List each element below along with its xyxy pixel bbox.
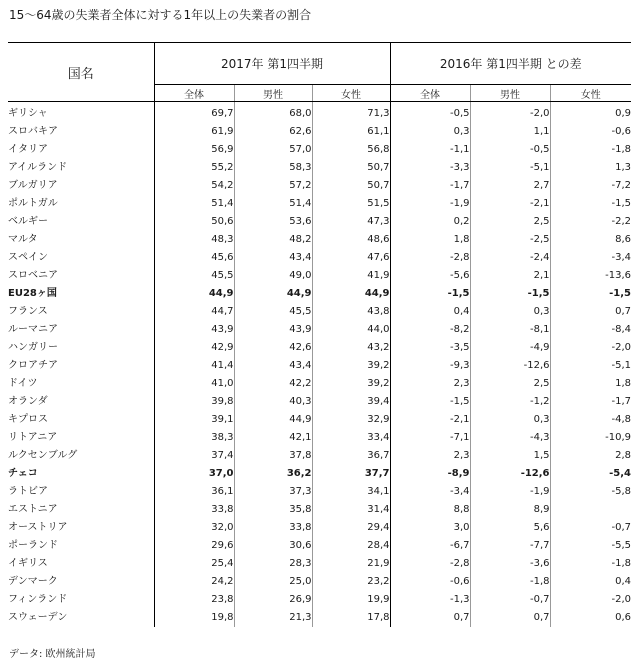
cell-female-2017: 56,8 (312, 141, 390, 159)
cell-total-2017: 29,6 (154, 537, 234, 555)
table-row (8, 573, 631, 591)
cell-total-2017: 32,0 (154, 519, 234, 537)
country-name: フランス (8, 306, 48, 317)
cell-total-2017: 61,9 (154, 123, 234, 141)
header-country: 国名 (8, 43, 154, 102)
cell-male-diff: -1,2 (470, 393, 550, 411)
cell-total-diff: -9,3 (390, 357, 470, 375)
cell-total-2017: 39,8 (154, 393, 234, 411)
cell-male-diff: 2,5 (470, 213, 550, 231)
country-name: EU28ヶ国 (8, 288, 57, 299)
cell-total-2017: 23,8 (154, 591, 234, 609)
cell-total-diff: 0,2 (390, 213, 470, 231)
header-total-2017: 全体 (154, 85, 234, 102)
cell-male-2017: 43,4 (234, 249, 312, 267)
cell-male-2017: 42,6 (234, 339, 312, 357)
source-note: データ: 欧州統計局 (9, 649, 96, 660)
country-name: スペイン (8, 252, 48, 263)
cell-total-diff: -3,4 (390, 483, 470, 501)
cell-female-2017: 21,9 (312, 555, 390, 573)
country-name: スロバキア (8, 126, 58, 137)
table-row (8, 123, 631, 141)
cell-female-diff: 8,6 (550, 231, 631, 249)
cell-male-diff: 1,5 (470, 447, 550, 465)
cell-male-2017: 49,0 (234, 267, 312, 285)
cell-male-diff: -1,8 (470, 573, 550, 591)
cell-total-2017: 45,6 (154, 249, 234, 267)
cell-male-diff: 2,1 (470, 267, 550, 285)
table-row (8, 465, 631, 483)
country-name: ポルトガル (8, 198, 58, 209)
cell-female-diff: -0,6 (550, 123, 631, 141)
table-row (8, 393, 631, 411)
cell-total-diff: 2,3 (390, 375, 470, 393)
page-title: 15～64歳の失業者全体に対する1年以上の失業者の割合 (9, 8, 312, 22)
cell-male-diff: -2,5 (470, 231, 550, 249)
cell-male-2017: 35,8 (234, 501, 312, 519)
cell-male-2017: 45,5 (234, 303, 312, 321)
cell-male-2017: 62,6 (234, 123, 312, 141)
cell-male-diff: -0,5 (470, 141, 550, 159)
cell-total-diff: 0,3 (390, 123, 470, 141)
cell-male-2017: 30,6 (234, 537, 312, 555)
table-row (8, 249, 631, 267)
cell-female-2017: 28,4 (312, 537, 390, 555)
country-name: フィンランド (8, 594, 68, 605)
cell-female-2017: 71,3 (312, 102, 390, 124)
cell-female-diff: -1,8 (550, 141, 631, 159)
cell-male-2017: 37,3 (234, 483, 312, 501)
cell-total-2017: 55,2 (154, 159, 234, 177)
cell-male-2017: 37,8 (234, 447, 312, 465)
cell-female-2017: 33,4 (312, 429, 390, 447)
cell-female-2017: 44,0 (312, 321, 390, 339)
cell-total-2017: 24,2 (154, 573, 234, 591)
country-name: ドイツ (8, 378, 38, 389)
header-male-2017: 男性 (234, 85, 312, 102)
cell-female-diff (550, 501, 631, 519)
cell-male-2017: 25,0 (234, 573, 312, 591)
table-row (8, 609, 631, 627)
cell-female-2017: 43,2 (312, 339, 390, 357)
cell-male-2017: 57,0 (234, 141, 312, 159)
header-female-diff: 女性 (550, 85, 631, 102)
cell-female-2017: 50,7 (312, 177, 390, 195)
country-name: ルクセンブルグ (8, 450, 78, 461)
table-row (8, 411, 631, 429)
cell-total-2017: 69,7 (154, 102, 234, 124)
cell-female-2017: 41,9 (312, 267, 390, 285)
cell-male-2017: 53,6 (234, 213, 312, 231)
cell-female-2017: 61,1 (312, 123, 390, 141)
country-name: ハンガリー (8, 342, 58, 353)
cell-female-diff: 0,7 (550, 303, 631, 321)
cell-total-diff: -0,5 (390, 102, 470, 124)
cell-total-2017: 56,9 (154, 141, 234, 159)
cell-total-2017: 41,0 (154, 375, 234, 393)
table-row (8, 321, 631, 339)
cell-total-diff: 1,8 (390, 231, 470, 249)
table-body (8, 102, 631, 628)
cell-total-2017: 44,7 (154, 303, 234, 321)
cell-female-diff: -1,5 (550, 285, 631, 303)
country-name: ルーマニア (8, 324, 58, 335)
country-name: デンマーク (8, 576, 58, 587)
cell-male-diff: -2,1 (470, 195, 550, 213)
cell-total-diff: -8,2 (390, 321, 470, 339)
cell-female-diff: 2,8 (550, 447, 631, 465)
cell-total-2017: 45,5 (154, 267, 234, 285)
cell-female-diff: -1,7 (550, 393, 631, 411)
cell-total-diff: 3,0 (390, 519, 470, 537)
cell-female-diff: 1,8 (550, 375, 631, 393)
cell-male-diff: -1,5 (470, 285, 550, 303)
cell-total-diff: -7,1 (390, 429, 470, 447)
cell-male-2017: 36,2 (234, 465, 312, 483)
cell-male-diff: 1,1 (470, 123, 550, 141)
cell-female-diff: 0,6 (550, 609, 631, 627)
cell-female-diff: -2,0 (550, 591, 631, 609)
country-name: ギリシャ (8, 108, 48, 119)
cell-female-diff: -5,1 (550, 357, 631, 375)
country-name: スロベニア (8, 270, 58, 281)
cell-female-diff: -0,7 (550, 519, 631, 537)
table-row (8, 357, 631, 375)
cell-total-2017: 33,8 (154, 501, 234, 519)
cell-male-2017: 51,4 (234, 195, 312, 213)
cell-male-diff: 8,9 (470, 501, 550, 519)
cell-total-2017: 43,9 (154, 321, 234, 339)
cell-male-2017: 68,0 (234, 102, 312, 124)
table-row (8, 339, 631, 357)
cell-female-diff: -1,8 (550, 555, 631, 573)
cell-male-2017: 26,9 (234, 591, 312, 609)
cell-female-2017: 48,6 (312, 231, 390, 249)
country-name: スウェーデン (8, 612, 68, 623)
table-row (8, 537, 631, 555)
cell-total-2017: 42,9 (154, 339, 234, 357)
cell-male-2017: 42,2 (234, 375, 312, 393)
cell-total-2017: 39,1 (154, 411, 234, 429)
cell-male-2017: 44,9 (234, 411, 312, 429)
cell-total-2017: 25,4 (154, 555, 234, 573)
cell-male-diff: -1,9 (470, 483, 550, 501)
cell-female-2017: 47,6 (312, 249, 390, 267)
table-row (8, 519, 631, 537)
cell-female-diff: -10,9 (550, 429, 631, 447)
cell-female-diff: -4,8 (550, 411, 631, 429)
cell-female-diff: -2,2 (550, 213, 631, 231)
table-row (8, 177, 631, 195)
country-name: イタリア (8, 144, 48, 155)
cell-male-diff: -8,1 (470, 321, 550, 339)
table-row (8, 555, 631, 573)
table-row (8, 159, 631, 177)
cell-total-2017: 54,2 (154, 177, 234, 195)
country-name: リトアニア (8, 432, 58, 443)
cell-female-diff: 1,3 (550, 159, 631, 177)
country-name: クロアチア (8, 360, 58, 371)
cell-total-diff: -1,5 (390, 393, 470, 411)
country-name: ベルギー (8, 216, 48, 227)
table-row (8, 483, 631, 501)
cell-female-diff: -5,8 (550, 483, 631, 501)
country-name: オランダ (8, 396, 48, 407)
table-row (8, 447, 631, 465)
cell-female-2017: 23,2 (312, 573, 390, 591)
country-name: ラトビア (8, 486, 48, 497)
cell-female-diff: -3,4 (550, 249, 631, 267)
cell-male-diff: -2,4 (470, 249, 550, 267)
header-group-diff: 2016年 第1四半期 との差 (390, 43, 631, 85)
cell-male-diff: 0,7 (470, 609, 550, 627)
table-row (8, 102, 631, 124)
country-name: アイルランド (8, 162, 68, 173)
cell-male-diff: 5,6 (470, 519, 550, 537)
cell-total-2017: 37,0 (154, 465, 234, 483)
cell-female-diff: 0,9 (550, 102, 631, 124)
cell-male-2017: 57,2 (234, 177, 312, 195)
cell-total-diff: -2,1 (390, 411, 470, 429)
cell-female-diff: -7,2 (550, 177, 631, 195)
cell-female-2017: 32,9 (312, 411, 390, 429)
cell-male-2017: 44,9 (234, 285, 312, 303)
cell-male-2017: 33,8 (234, 519, 312, 537)
cell-female-2017: 47,3 (312, 213, 390, 231)
cell-female-diff: -5,5 (550, 537, 631, 555)
cell-total-diff: 2,3 (390, 447, 470, 465)
cell-female-2017: 37,7 (312, 465, 390, 483)
cell-total-2017: 38,3 (154, 429, 234, 447)
cell-total-diff: -3,3 (390, 159, 470, 177)
cell-male-2017: 21,3 (234, 609, 312, 627)
cell-female-2017: 51,5 (312, 195, 390, 213)
cell-male-diff: -12,6 (470, 465, 550, 483)
cell-female-diff: -8,4 (550, 321, 631, 339)
cell-female-2017: 29,4 (312, 519, 390, 537)
cell-male-diff: -12,6 (470, 357, 550, 375)
country-name: キプロス (8, 414, 48, 425)
cell-female-diff: 0,4 (550, 573, 631, 591)
cell-total-diff: -1,9 (390, 195, 470, 213)
cell-male-2017: 43,4 (234, 357, 312, 375)
cell-total-2017: 48,3 (154, 231, 234, 249)
cell-female-2017: 31,4 (312, 501, 390, 519)
cell-female-diff: -2,0 (550, 339, 631, 357)
cell-male-2017: 58,3 (234, 159, 312, 177)
cell-female-diff: -1,5 (550, 195, 631, 213)
cell-female-diff: -5,4 (550, 465, 631, 483)
cell-male-diff: -2,0 (470, 102, 550, 124)
table-row (8, 285, 631, 303)
cell-female-2017: 44,9 (312, 285, 390, 303)
country-name: ブルガリア (8, 180, 58, 191)
cell-male-diff: 0,3 (470, 303, 550, 321)
cell-male-2017: 28,3 (234, 555, 312, 573)
cell-male-diff: -3,6 (470, 555, 550, 573)
cell-total-2017: 41,4 (154, 357, 234, 375)
header-total-diff: 全体 (390, 85, 470, 102)
cell-female-2017: 36,7 (312, 447, 390, 465)
cell-total-diff: -6,7 (390, 537, 470, 555)
country-name: ポーランド (8, 540, 58, 551)
cell-male-diff: 0,3 (470, 411, 550, 429)
cell-total-diff: -1,5 (390, 285, 470, 303)
cell-total-diff: -2,8 (390, 555, 470, 573)
cell-female-2017: 43,8 (312, 303, 390, 321)
cell-total-diff: -0,6 (390, 573, 470, 591)
cell-total-diff: -5,6 (390, 267, 470, 285)
table-row (8, 213, 631, 231)
cell-total-diff: -1,1 (390, 141, 470, 159)
table-row (8, 141, 631, 159)
cell-total-2017: 37,4 (154, 447, 234, 465)
cell-total-diff: -2,8 (390, 249, 470, 267)
cell-total-diff: 0,4 (390, 303, 470, 321)
table-row (8, 501, 631, 519)
cell-total-2017: 19,8 (154, 609, 234, 627)
table-row (8, 231, 631, 249)
cell-male-diff: -5,1 (470, 159, 550, 177)
table-row (8, 303, 631, 321)
cell-female-diff: -13,6 (550, 267, 631, 285)
cell-male-diff: -4,9 (470, 339, 550, 357)
cell-female-2017: 39,4 (312, 393, 390, 411)
country-name: エストニア (8, 504, 58, 515)
cell-total-2017: 51,4 (154, 195, 234, 213)
cell-total-diff: 0,7 (390, 609, 470, 627)
cell-total-diff: -1,7 (390, 177, 470, 195)
cell-female-2017: 19,9 (312, 591, 390, 609)
country-name: イギリス (8, 558, 48, 569)
cell-total-2017: 50,6 (154, 213, 234, 231)
cell-male-2017: 48,2 (234, 231, 312, 249)
cell-male-diff: 2,7 (470, 177, 550, 195)
cell-female-2017: 34,1 (312, 483, 390, 501)
cell-female-2017: 39,2 (312, 375, 390, 393)
country-name: マルタ (8, 234, 38, 245)
country-name: オーストリア (8, 522, 68, 533)
header-female-2017: 女性 (312, 85, 390, 102)
cell-male-diff: -0,7 (470, 591, 550, 609)
cell-total-diff: -8,9 (390, 465, 470, 483)
cell-male-diff: 2,5 (470, 375, 550, 393)
cell-male-2017: 43,9 (234, 321, 312, 339)
cell-female-2017: 39,2 (312, 357, 390, 375)
cell-male-diff: -4,3 (470, 429, 550, 447)
cell-female-2017: 50,7 (312, 159, 390, 177)
cell-total-diff: 8,8 (390, 501, 470, 519)
header-group-2017: 2017年 第1四半期 (154, 43, 390, 85)
table-row (8, 591, 631, 609)
unemployment-table (8, 42, 631, 627)
cell-total-2017: 36,1 (154, 483, 234, 501)
cell-female-2017: 17,8 (312, 609, 390, 627)
cell-male-2017: 42,1 (234, 429, 312, 447)
cell-total-diff: -3,5 (390, 339, 470, 357)
cell-male-diff: -7,7 (470, 537, 550, 555)
header-male-diff: 男性 (470, 85, 550, 102)
cell-male-2017: 40,3 (234, 393, 312, 411)
country-name: チェコ (8, 468, 38, 479)
table-row (8, 195, 631, 213)
table-row (8, 267, 631, 285)
cell-total-diff: -1,3 (390, 591, 470, 609)
table-row (8, 375, 631, 393)
table-row (8, 429, 631, 447)
cell-total-2017: 44,9 (154, 285, 234, 303)
